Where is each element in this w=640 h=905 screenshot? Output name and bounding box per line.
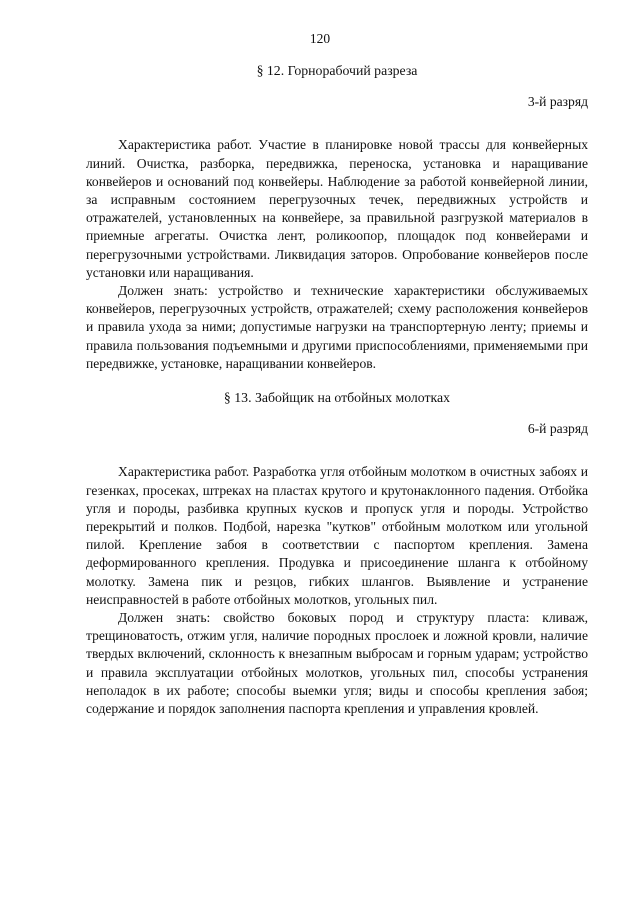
- grade-label: 3-й разряд: [527, 94, 588, 110]
- spacer: [86, 373, 588, 389]
- page-number: 120: [309, 31, 331, 46]
- work-characteristics-paragraph: Характеристика работ. Участие в планировке новой трассы для конвейерных линий. Очистка, разборка, передвижка, переноска, установка и наращивание конвейеров и оснований под конвейеры. Наблюдение за работой конвейерной линии, за исправным состоянием перегрузочных течек, передвижных устройств и отражателей, установленных на конвейере, за правильной разгрузкой материалов в приемные агрегаты. Очистка лент, роликоопор, площадок под конвейерами и перегрузочными устройствами. Ликвидация заторов. Опробование конвейеров после установки или наращивания.: [86, 137, 588, 280]
- work-characteristics-paragraph: Характеристика работ. Разработка угля отбойным молотком в очистных забоях и гезенках, просеках, штреках на пластах крутого и крутонаклонного падения. Отбойка угля и породы, разбивка крупных кусков и пропуск угля и породы. Устройство перекрытий и полков. Подбой, нарезка "кутков" отбойным молотком или угольной пилой. Крепление забоя в соответствии с паспортом крепления. Замена деформированного крепления. Продувка и присоединение шланга к отбойному молотку. Замена пик и резцов, гибких шлангов. Выявление и устранение неисправностей в работе отбойных молотков, угольных пил.: [86, 464, 588, 607]
- grade-label: 6-й разряд: [527, 421, 588, 437]
- section-13: [86, 389, 588, 718]
- required-knowledge-paragraph: Должен знать: свойство боковых пород и структуру пласта: кливаж, трещиноватость, отжим угля, наличие породных прослоек и ложной кровли, наличие твердых включений, склонность к внезапным выбросам и горным ударам; устройство и правила эксплуатации отбойных молотков, угольных пил, способы устранения неполадок в их работе; способы выемки угля; виды и способы крепления забоя; содержание и порядок заполнения паспорта крепления и управления кровлей.: [86, 610, 588, 717]
- section-title: § 13. Забойщик на отбойных молотках: [223, 390, 451, 406]
- section-12: [86, 62, 588, 373]
- required-knowledge-paragraph: Должен знать: устройство и технические характеристики обслуживаемых конвейеров, перегрузочных устройств, отражателей; схему расположения конвейеров и правила ухода за ними; допустимые нагрузки на транспортерную ленту; приемы и правила пользования подъемными и другими приспособлениями, применяемыми при передвижке, установке, наращивании конвейеров.: [86, 283, 588, 371]
- section-title: § 12. Горнорабочий разреза: [256, 63, 418, 78]
- spacer: [86, 438, 588, 463]
- spacer: [86, 80, 588, 93]
- page-content: [86, 62, 588, 718]
- spacer: [86, 407, 588, 420]
- spacer: [86, 111, 588, 136]
